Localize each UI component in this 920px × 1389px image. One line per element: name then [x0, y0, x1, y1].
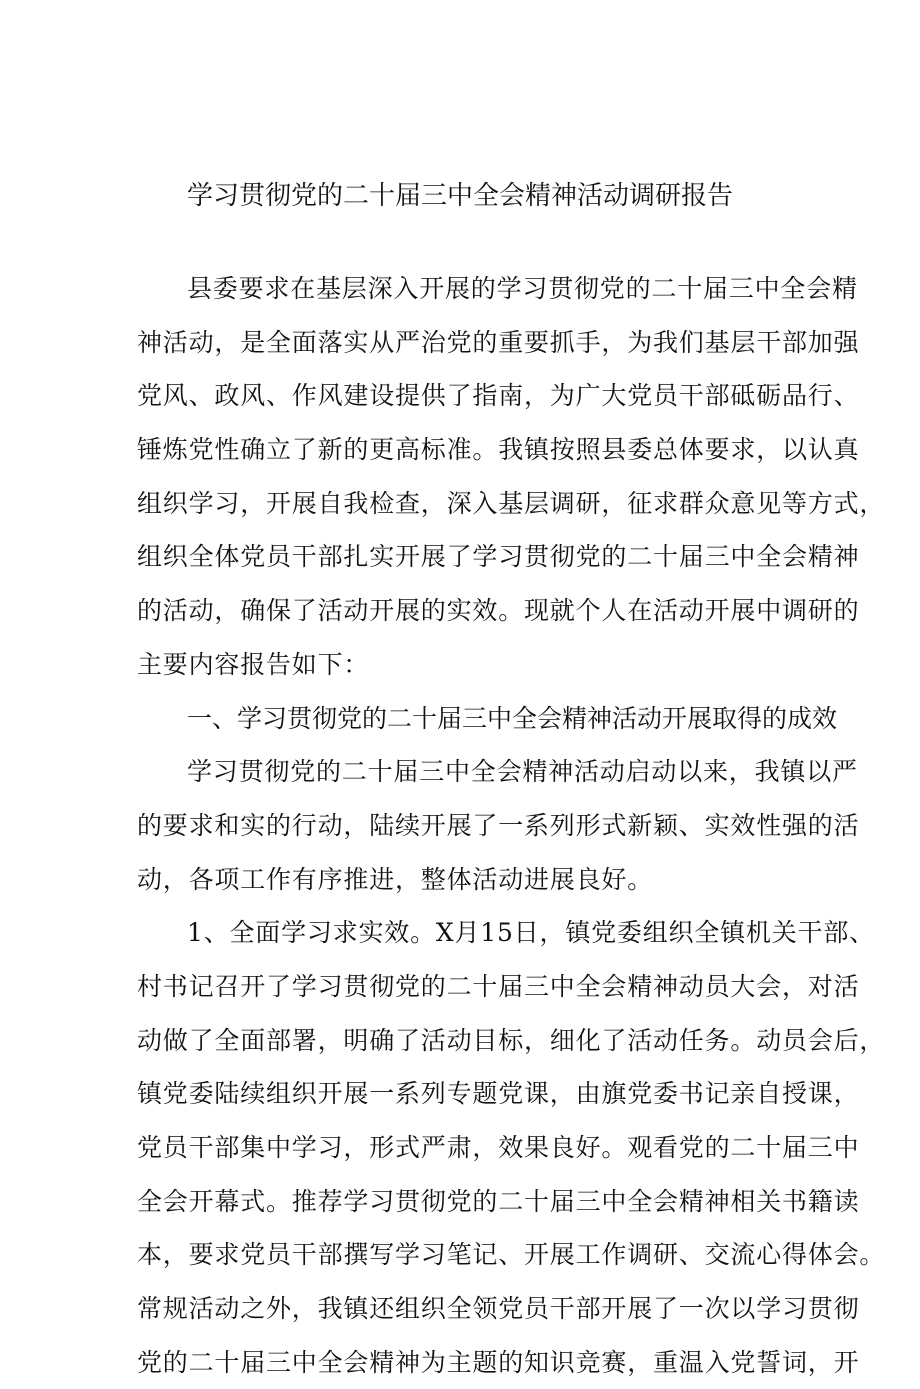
paragraph-line: 本，要求党员干部撰写学习笔记、开展工作调研、交流心得体会。: [137, 1240, 886, 1270]
paragraph-line: 学习贯彻党的二十届三中全会精神活动启动以来，我镇以严: [187, 757, 858, 787]
paragraph-line: 锤炼党性确立了新的更高标准。我镇按照县委总体要求，以认真: [137, 435, 860, 465]
paragraph-line: 村书记召开了学习贯彻党的二十届三中全会精神动员大会，对活: [137, 971, 860, 1001]
paragraph-line: 党的二十届三中全会精神为主题的知识竞赛，重温入党誓词，开: [137, 1347, 860, 1377]
paragraph-line: 的活动，确保了活动开展的实效。现就个人在活动开展中调研的: [137, 596, 860, 626]
paragraph-line: 县委要求在基层深入开展的学习贯彻党的二十届三中全会精: [187, 274, 858, 303]
document-body: [137, 262, 886, 1389]
paragraph-line: 动做了全面部署，明确了活动目标，细化了活动任务。动员会后，: [137, 1025, 886, 1055]
section-heading: 一、学习贯彻党的二十届三中全会精神活动开展取得的成效: [187, 703, 838, 733]
document-title: 学习贯彻党的二十届三中全会精神活动调研报告: [186, 181, 733, 211]
paragraph-line: 镇党委陆续组织开展一系列专题党课，由旗党委书记亲自授课，: [137, 1079, 860, 1109]
paragraph-line: 组织学习，开展自我检查，深入基层调研，征求群众意见等方式，: [137, 488, 886, 518]
paragraph-line: 动，各项工作有序推进，整体活动进展良好。: [137, 864, 654, 894]
paragraph-line: 1、全面学习求实效。X月15日，镇党委组织全镇机关干部、: [187, 918, 875, 948]
paragraph-line: 党风、政风、作风建设提供了指南，为广大党员干部砥砺品行、: [137, 381, 860, 411]
paragraph-line: 常规活动之外，我镇还组织全领党员干部开展了一次以学习贯彻: [137, 1294, 860, 1324]
paragraph-line: 神活动，是全面落实从严治党的重要抓手，为我们基层干部加强: [137, 327, 860, 357]
paragraph-line: 全会开幕式。推荐学习贯彻党的二十届三中全会精神相关书籍读: [137, 1186, 860, 1216]
paragraph-line: 主要内容报告如下：: [137, 649, 370, 679]
paragraph-line: 组织全体党员干部扎实开展了学习贯彻党的二十届三中全会精神: [137, 542, 860, 572]
paragraph-line: 的要求和实的行动，陆续开展了一系列形式新颖、实效性强的活: [137, 810, 860, 840]
paragraph-line: 党员干部集中学习，形式严肃，效果良好。观看党的二十届三中: [137, 1133, 860, 1162]
